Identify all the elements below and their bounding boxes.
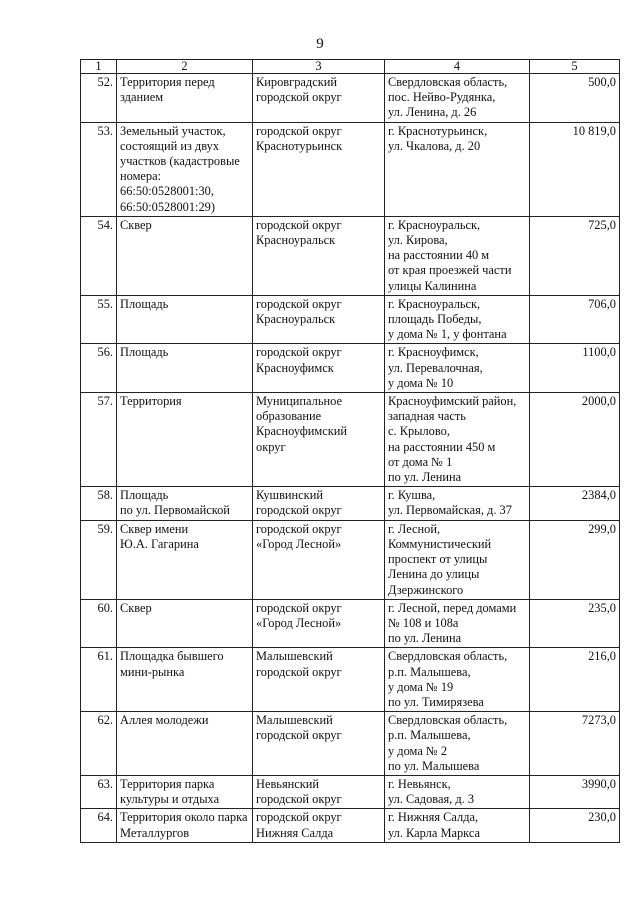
row-number-cell: 61. [81, 648, 117, 712]
object-name-cell: Территория перед зданием [117, 74, 253, 123]
object-name-cell: Территория парка культуры и отдыха [117, 775, 253, 808]
object-name-cell: Площадь [117, 344, 253, 393]
object-name-cell: Территория [117, 393, 253, 487]
area-value-cell: 2000,0 [530, 393, 620, 487]
address-cell: г. Кушва, ул. Первомайская, д. 37 [385, 487, 530, 520]
row-number-cell: 58. [81, 487, 117, 520]
row-number-cell: 59. [81, 520, 117, 599]
area-value-cell: 230,0 [530, 809, 620, 842]
row-number-cell: 55. [81, 295, 117, 344]
row-number-cell: 62. [81, 712, 117, 776]
municipality-cell: городской округ Нижняя Салда [253, 809, 385, 842]
address-cell: г. Красноуфимск, ул. Перевалочная, у дома № 10 [385, 344, 530, 393]
object-name-cell: Территория около парка Металлургов [117, 809, 253, 842]
row-number-cell: 53. [81, 122, 117, 216]
municipality-cell: городской округ Красноуральск [253, 216, 385, 295]
address-cell: Свердловская область, пос. Нейво-Рудянка, ул. Ленина, д. 26 [385, 74, 530, 123]
row-number-cell: 52. [81, 74, 117, 123]
table-row [81, 487, 620, 520]
page-number: 9 [316, 36, 324, 52]
area-value-cell: 3990,0 [530, 775, 620, 808]
object-name-cell: Площадь [117, 295, 253, 344]
address-cell: г. Краснотурьинск, ул. Чкалова, д. 20 [385, 122, 530, 216]
municipality-cell: Кушвинский городской округ [253, 487, 385, 520]
column-header-area: 5 [530, 60, 620, 74]
table-row [81, 809, 620, 842]
table-header-row [81, 60, 620, 74]
area-value-cell: 7273,0 [530, 712, 620, 776]
row-number-cell: 57. [81, 393, 117, 487]
municipality-cell: городской округ «Город Лесной» [253, 599, 385, 648]
table-row [81, 74, 620, 123]
row-number-cell: 63. [81, 775, 117, 808]
municipality-cell: городской округ Красноуфимск [253, 344, 385, 393]
column-header-number: 1 [81, 60, 117, 74]
row-number-cell: 54. [81, 216, 117, 295]
area-value-cell: 706,0 [530, 295, 620, 344]
municipality-cell: городской округ Красноуральск [253, 295, 385, 344]
object-name-cell: Сквер [117, 216, 253, 295]
address-cell: г. Невьянск, ул. Садовая, д. 3 [385, 775, 530, 808]
table-row [81, 122, 620, 216]
address-cell: г. Красноуральск, ул. Кирова, на расстоянии 40 м от края проезжей части улицы Калинина [385, 216, 530, 295]
object-name-cell: Площадка бывшего мини-рынка [117, 648, 253, 712]
table-row [81, 393, 620, 487]
column-header-municipality: 3 [253, 60, 385, 74]
table-row [81, 520, 620, 599]
column-header-address: 4 [385, 60, 530, 74]
municipality-cell: Муниципальное образование Красноуфимский округ [253, 393, 385, 487]
object-name-cell: Площадь по ул. Первомайской [117, 487, 253, 520]
address-cell: г. Красноуральск, площадь Победы, у дома № 1, у фонтана [385, 295, 530, 344]
area-value-cell: 725,0 [530, 216, 620, 295]
address-cell: г. Нижняя Салда, ул. Карла Маркса [385, 809, 530, 842]
municipality-cell: Малышевский городской округ [253, 648, 385, 712]
table-body [81, 74, 620, 843]
municipality-cell: Кировградский городской округ [253, 74, 385, 123]
row-number-cell: 60. [81, 599, 117, 648]
address-cell: Красноуфимский район, западная часть с. Крылово, на расстоянии 450 м от дома № 1 по ул. Ленина [385, 393, 530, 487]
table-header [81, 60, 620, 74]
address-cell: г. Лесной, перед домами № 108 и 108а по ул. Ленина [385, 599, 530, 648]
object-name-cell: Земельный участок, состоящий из двух участков (кадастровые номера: 66:50:0528001:30, 66:50:0528001:29) [117, 122, 253, 216]
address-cell: Свердловская область, р.п. Малышева, у дома № 19 по ул. Тимирязева [385, 648, 530, 712]
row-number-cell: 56. [81, 344, 117, 393]
municipality-cell: Невьянский городской округ [253, 775, 385, 808]
area-value-cell: 216,0 [530, 648, 620, 712]
table-row [81, 775, 620, 808]
table-row [81, 295, 620, 344]
address-cell: Свердловская область, р.п. Малышева, у дома № 2 по ул. Малышева [385, 712, 530, 776]
area-value-cell: 235,0 [530, 599, 620, 648]
municipality-cell: Малышевский городской округ [253, 712, 385, 776]
column-header-name: 2 [117, 60, 253, 74]
table-row [81, 599, 620, 648]
table-row [81, 344, 620, 393]
municipality-cell: городской округ «Город Лесной» [253, 520, 385, 599]
object-name-cell: Сквер имени Ю.А. Гагарина [117, 520, 253, 599]
objects-table [80, 59, 620, 843]
municipality-cell: городской округ Краснотурьинск [253, 122, 385, 216]
area-value-cell: 500,0 [530, 74, 620, 123]
area-value-cell: 1100,0 [530, 344, 620, 393]
area-value-cell: 299,0 [530, 520, 620, 599]
area-value-cell: 2384,0 [530, 487, 620, 520]
table-row [81, 216, 620, 295]
table-row [81, 648, 620, 712]
object-name-cell: Аллея молодежи [117, 712, 253, 776]
area-value-cell: 10 819,0 [530, 122, 620, 216]
address-cell: г. Лесной, Коммунистический проспект от улицы Ленина до улицы Дзержинского [385, 520, 530, 599]
object-name-cell: Сквер [117, 599, 253, 648]
row-number-cell: 64. [81, 809, 117, 842]
table-row [81, 712, 620, 776]
